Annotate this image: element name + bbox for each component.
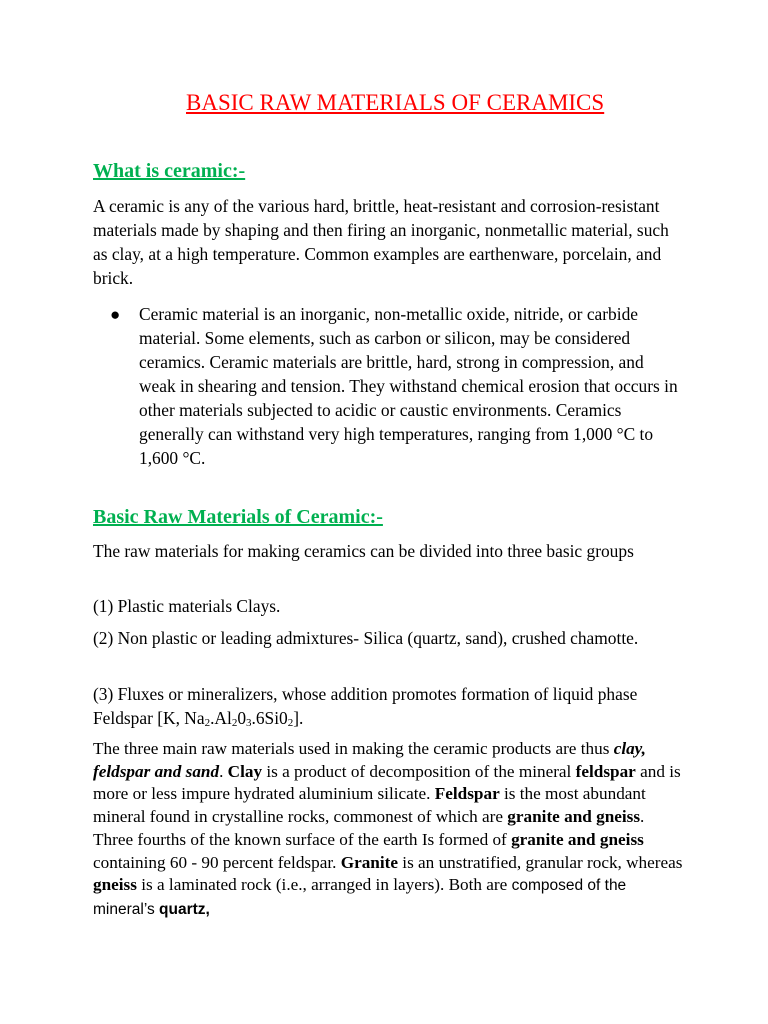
raw-materials-description-paragraph: The three main raw materials used in making the ceramic products are thus clay, feldspar and sand. Clay is a product of decomposition of the mineral feldspar and is more or less impure hydrated aluminium silicate. Feldspar is the most abundant mineral found in crystalline rocks, commonest of which are granite and gneiss. Three fourths of the known surface of the earth Is formed of granite and gneiss containing 60 - 90 percent feldspar. Granite is an unstratified, granular rock, whereas gneiss is a laminated rock (i.e., arranged in layers). Both are composed of the mineral’s quartz, xyxy=(93,739,683,918)
bullet-icon: ● xyxy=(110,305,121,324)
bullet-item-ceramic-material: Ceramic material is an inorganic, non-metallic oxide, nitride, or carbide material. Some elements, such as carbon or silicon, may be considered ceramics. Ceramic materials are brittle, hard, strong in compression, and weak in shearing and tension. They withstand chemical erosion that occurs in other materials subjected to acidic or caustic environments. Ceramics generally can withstand very high temperatures, ranging from 1,000 °C to 1,600 °C. xyxy=(139,304,678,468)
section-heading-what-is-ceramic: What is ceramic:- xyxy=(93,160,246,182)
raw-material-group-1: (1) Plastic materials Clays. xyxy=(93,596,281,616)
raw-materials-intro: The raw materials for making ceramics can be divided into three basic groups xyxy=(93,541,634,561)
ceramic-definition-paragraph: A ceramic is any of the various hard, brittle, heat-resistant and corrosion-resistant materials made by shaping and then firing an inorganic, nonmetallic material, such as clay, at a high temperature. Common examples are earthenware, porcelain, and brick. xyxy=(93,196,669,288)
document-title: BASIC RAW MATERIALS OF CERAMICS xyxy=(186,90,605,115)
raw-material-group-3: (3) Fluxes or mineralizers, whose addition promotes formation of liquid phase Feldspar [K, $Na_2.Al_20_3.6Si0_2$]. xyxy=(93,684,638,729)
section-heading-basic-raw-materials: Basic Raw Materials of Ceramic:- xyxy=(93,506,383,528)
emphasis-clay-feldspar-sand: clay, feldspar and sand xyxy=(93,739,646,781)
raw-material-group-2: (2) Non plastic or leading admixtures- Silica (quartz, sand), crushed chamotte. xyxy=(93,628,639,648)
